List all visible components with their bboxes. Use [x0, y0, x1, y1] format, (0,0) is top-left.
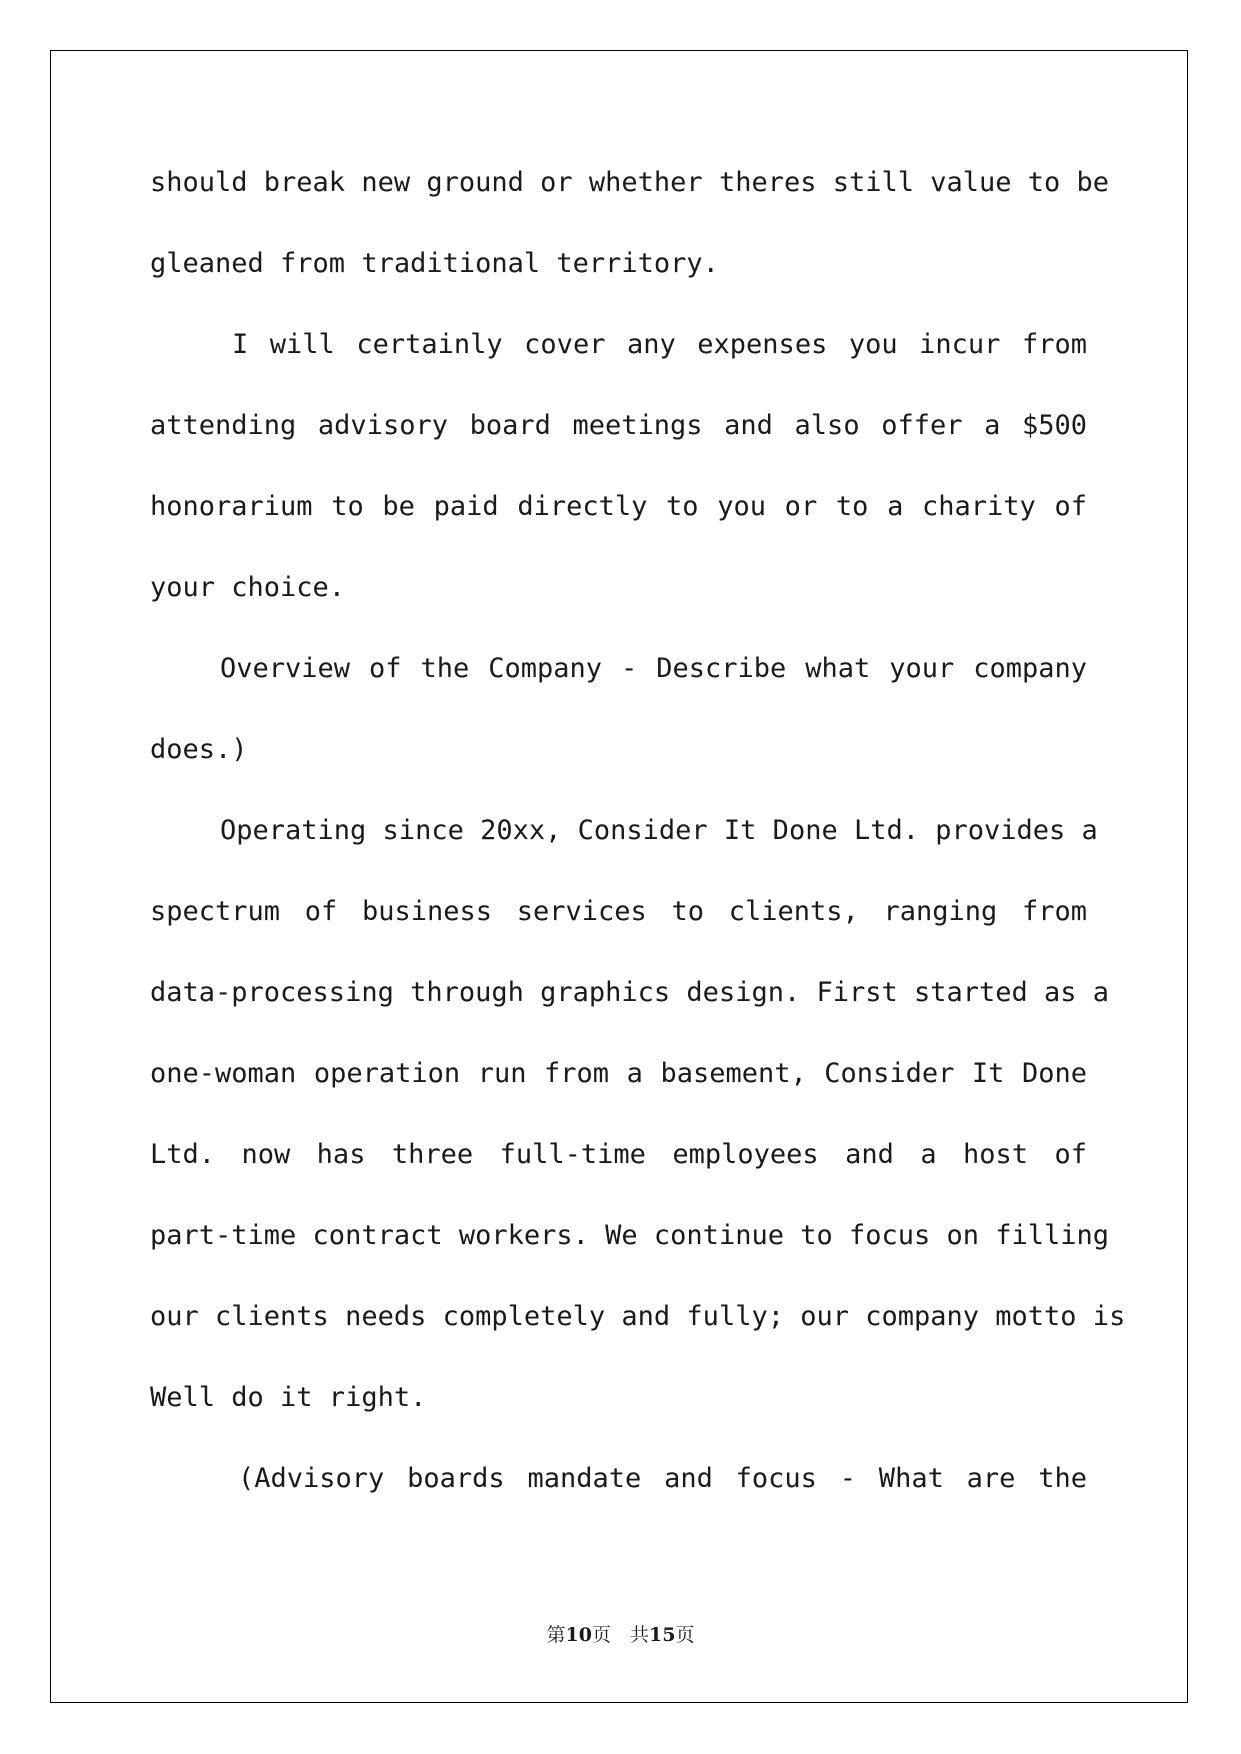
footer-middle: 页 共	[591, 1624, 649, 1646]
text-line: your choice.	[150, 572, 346, 603]
text-line: does.)	[150, 734, 248, 765]
footer-prefix: 第	[546, 1624, 566, 1646]
text-line: honorarium to be paid directly to you or to a charity of	[150, 491, 1087, 522]
paragraph-first-line: I will certainly cover any expenses you incur from	[232, 329, 1087, 360]
text-line: our clients needs completely and fully; our company motto is	[150, 1301, 1126, 1332]
text-line: Well do it right.	[150, 1382, 427, 1413]
paragraph-first-line: (Advisory boards mandate and focus - What are the	[238, 1463, 1087, 1494]
text-line: attending advisory board meetings and also offer a $500	[150, 410, 1087, 441]
paragraph-first-line: Operating since 20xx, Consider It Done Ltd. provides a	[220, 815, 1098, 846]
footer-suffix: 页	[675, 1624, 695, 1646]
text-line: part-time contract workers. We continue to focus on filling	[150, 1220, 1110, 1251]
text-line: spectrum of business services to clients, ranging from	[150, 896, 1087, 927]
text-line: gleaned from traditional territory.	[150, 248, 719, 279]
text-line: Ltd. now has three full-time employees and a host of	[150, 1139, 1087, 1170]
current-page-number: 10	[565, 1624, 592, 1646]
text-line: one-woman operation run from a basement, Consider It Done	[150, 1058, 1087, 1089]
document-body	[150, 165, 1126, 1542]
page-number-footer	[0, 1620, 1241, 1647]
text-line: data-processing through graphics design. First started as a	[150, 977, 1110, 1008]
total-page-count: 15	[649, 1624, 676, 1646]
paragraph-first-line: Overview of the Company - Describe what your company	[220, 653, 1087, 684]
text-line: should break new ground or whether theres still value to be	[150, 167, 1110, 198]
